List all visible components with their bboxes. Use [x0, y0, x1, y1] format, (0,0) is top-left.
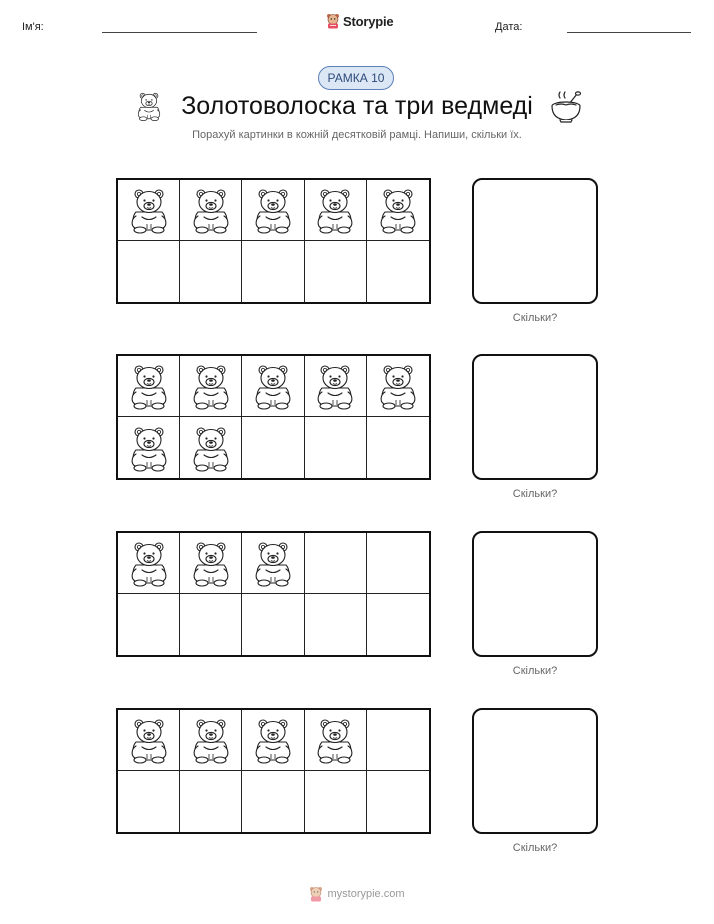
bear-icon: [376, 362, 420, 410]
ten-frame-cell: [305, 710, 367, 771]
storypie-logo-icon: [309, 886, 323, 902]
ten-frame-cell: [367, 710, 429, 771]
brand-name: Storypie: [343, 13, 394, 29]
bear-icon: [189, 716, 233, 764]
ten-frame-cell: [180, 356, 242, 417]
ten-frame-cell: [242, 241, 304, 302]
answer-box[interactable]: [472, 354, 598, 480]
ten-frame-cell: [118, 417, 180, 478]
ten-frame-cell: [118, 356, 180, 417]
bear-icon: [313, 716, 357, 764]
bear-icon: [127, 539, 171, 587]
ten-frame-cell: [242, 710, 304, 771]
ten-frame-cell: [118, 180, 180, 241]
answer-box[interactable]: [472, 531, 598, 657]
storypie-logo-icon: [326, 13, 340, 29]
bear-icon: [127, 362, 171, 410]
ten-frame-cell: [118, 594, 180, 655]
ten-frame-cell: [180, 710, 242, 771]
ten-frame-cell: [242, 533, 304, 594]
bear-icon: [127, 186, 171, 234]
bear-icon: [127, 716, 171, 764]
date-label: Дата:: [495, 21, 523, 33]
ten-frame-cell: [305, 594, 367, 655]
bear-icon: [313, 362, 357, 410]
ten-frame-cell: [118, 710, 180, 771]
ten-frame-cell: [305, 356, 367, 417]
answer-box[interactable]: [472, 708, 598, 834]
ten-frame-cell: [180, 180, 242, 241]
ten-frame-cell: [367, 533, 429, 594]
ten-frame-cell: [305, 180, 367, 241]
ten-frame-cell: [180, 594, 242, 655]
ten-frame-cell: [367, 594, 429, 655]
answer-label: Скільки?: [512, 488, 558, 500]
bear-icon: [376, 186, 420, 234]
ten-frame-cell: [305, 417, 367, 478]
ten-frame-cell: [305, 241, 367, 302]
bear-icon: [189, 362, 233, 410]
ten-frame-cell: [242, 417, 304, 478]
ten-frame: [116, 354, 431, 480]
answer-box[interactable]: [472, 178, 598, 304]
answer-label: Скільки?: [512, 665, 558, 677]
bear-icon: [251, 362, 295, 410]
ten-frame-cell: [367, 180, 429, 241]
ten-frame-cell: [118, 771, 180, 832]
bear-icon: [251, 716, 295, 764]
footer: [0, 886, 714, 902]
name-label: Ім'я:: [22, 21, 44, 33]
ten-frame-cell: [180, 417, 242, 478]
page-title: Золотоволоска та три ведмеді: [181, 92, 533, 120]
ten-frame-cell: [367, 417, 429, 478]
ten-frame-cell: [367, 771, 429, 832]
ten-frame: [116, 531, 431, 657]
bear-icon: [313, 186, 357, 234]
answer-label: Скільки?: [512, 312, 558, 324]
frame-badge: РАМКА 10: [318, 66, 394, 90]
ten-frame-cell: [118, 533, 180, 594]
date-line[interactable]: [567, 32, 691, 33]
ten-frame-cell: [305, 771, 367, 832]
name-line[interactable]: [102, 32, 257, 33]
answer-label: Скільки?: [512, 842, 558, 854]
bear-icon: [127, 424, 171, 472]
instructions: Порахуй картинки в кожній десятковій рамці. Напиши, скільки їх.: [192, 129, 522, 141]
ten-frame: [116, 178, 431, 304]
brand: [326, 13, 393, 29]
bear-icon: [189, 186, 233, 234]
bear-icon: [189, 424, 233, 472]
ten-frame-cell: [305, 533, 367, 594]
ten-frame-cell: [242, 356, 304, 417]
ten-frame-cell: [242, 771, 304, 832]
ten-frame-cell: [242, 594, 304, 655]
ten-frame-cell: [242, 180, 304, 241]
porridge-bowl-icon: [549, 90, 583, 124]
bear-icon: [251, 539, 295, 587]
ten-frame-cell: [180, 771, 242, 832]
bear-icon: [251, 186, 295, 234]
ten-frame-cell: [180, 533, 242, 594]
ten-frame-cell: [367, 241, 429, 302]
footer-url: mystorypie.com: [327, 888, 405, 900]
ten-frame-cell: [180, 241, 242, 302]
ten-frame-cell: [367, 356, 429, 417]
ten-frame-cell: [118, 241, 180, 302]
bear-icon: [189, 539, 233, 587]
ten-frame: [116, 708, 431, 834]
